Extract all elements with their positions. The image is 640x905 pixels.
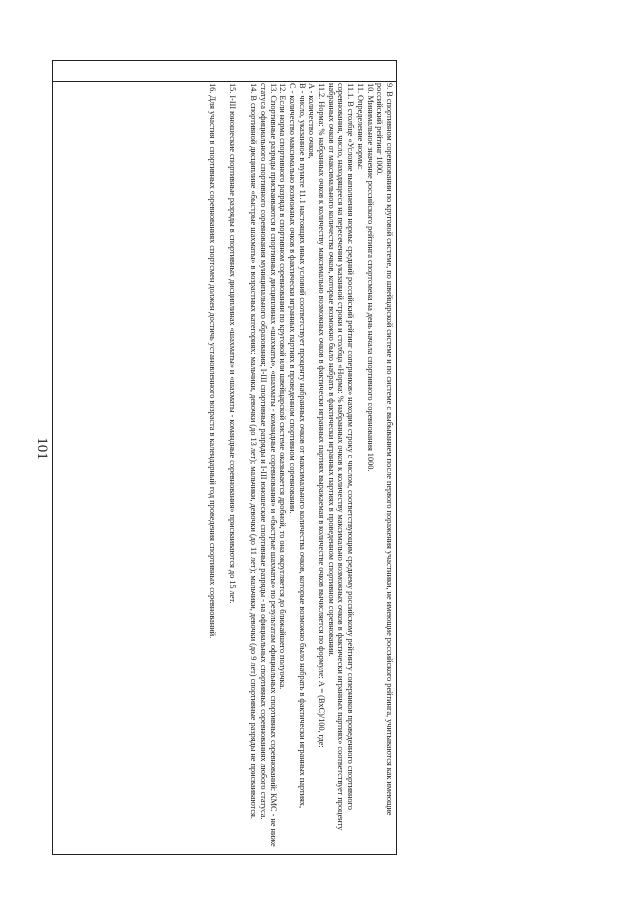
rule-paragraph-11: 11. Определение нормы: <box>355 83 365 170</box>
rule-paragraph-9: 9. В спортивном соревновании по круговой системе, по швейцарской системе и по системе с выбыванием после первого поражения участники, не имеющие российского рейтинга, учитываются как имеющие российский рейтинг 1000. <box>375 83 394 816</box>
rotated-table <box>52 60 397 855</box>
rule-paragraph-10: 10. Минимальное значение российского рейтинга спортсмена на день начала спортивного соревнования 1000. <box>365 83 375 472</box>
rule-definition-b: B - число, указанное в пункте 11.1 настоящих иных условий соответствует проценту набранных очков от максимального количества очков, которые возможно было набрать в фактически игранных партиях, <box>297 83 307 808</box>
rule-paragraph-16: 16. Для участия в спортивных соревнованиях спортсмен должен достичь установленного возраста в календарный год проведения спортивных соревнований. <box>207 83 217 639</box>
rule-paragraph-14: 14. В спортивной дисциплине «быстрые шахматы» в возрастных категориях: мальчики, девочки (до 13 лет); мальчики, девочки (до 11 лет); мальчики, девочки (до 9 лет) спортивные разряды не присваиваются. <box>249 83 259 819</box>
rules-table <box>52 60 397 855</box>
rule-paragraph-13: 13. Спортивные разряды присваиваются в спортивных дисциплинах «шахматы», «шахматы - командные соревнования» и «быстрые шахматы» по результатам официальных спортивных соревнований: КМС - не ниже статуса официального спортивного соревнования муниципального образования; I-III спортивные разряды и I-III юношеские спортивные разряды - на официальных спортивных соревнованиях любого статуса. <box>258 83 278 847</box>
rule-paragraph-11-1: 11.1. В столбце «Условие выполнения нормы: средний российский рейтинг соперников» находим строку с числом, соответствующим среднему российскому рейтингу соперников проведенного спортивного соревнования, число, находящееся на пересечении указанной строки и столбца «Норма: % набранных очков к количеству максимально возможных очков в фактически игранных партиях» соответствует проценту набранных очков от максимального количества очков, которые возможно было набрать в фактически игранных партиях в проведенном спортивном соревновании. <box>326 83 356 831</box>
table-content-cell <box>207 83 394 853</box>
table-left-column <box>53 61 396 82</box>
rotated-table-frame <box>52 60 397 855</box>
rule-paragraph-12: 12. Если норма спортивного разряда в спортивном соревновании по круговой или швейцарской системе оказывается дробной, то она округляется до ближайшего полуочка. <box>278 83 288 690</box>
rule-definition-c: C - количество максимально возможных очков в фактически игранных партиях в проведенном спортивном соревновании. <box>287 83 297 514</box>
rule-definition-a: A - количество очков, <box>307 83 317 159</box>
page-number: 101 <box>33 437 50 460</box>
rule-paragraph-15: 15. I-III юношеские спортивные разряды в спортивных дисциплинах «шахматы» и «шахматы - командные соревнования» присваиваются до 15 лет. <box>228 83 238 604</box>
rule-paragraph-11-2: 11.2. Норма: % набранных очков к количеству максимально возможных очков в фактически игранных партиях выражаемая в количестве очков вычисляется по формуле: A = (BхC)/100, где: <box>317 83 327 748</box>
